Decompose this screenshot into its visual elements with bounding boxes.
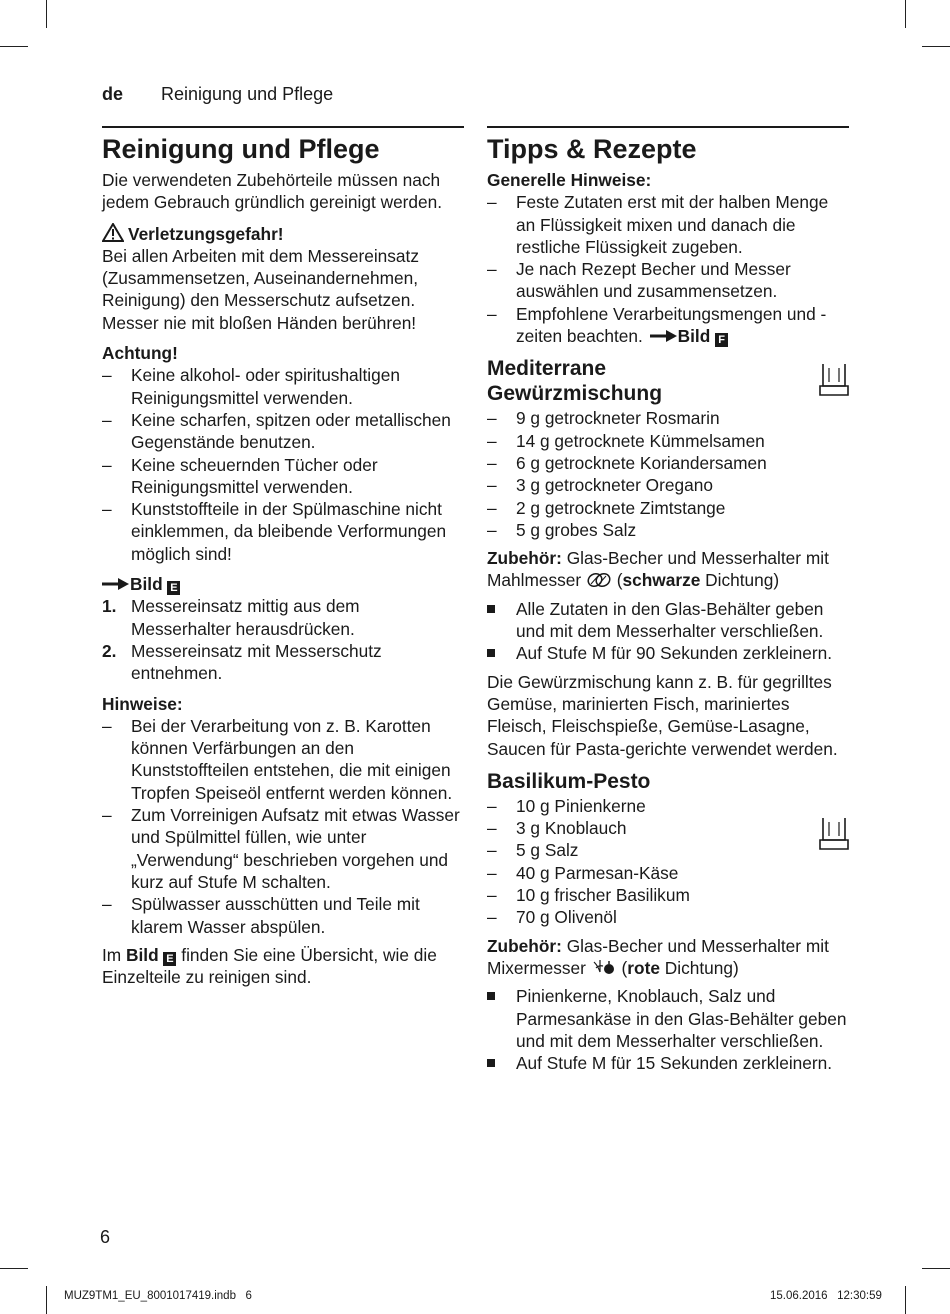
accessory-rest: Dichtung) xyxy=(664,957,739,978)
crop-mark xyxy=(922,1268,950,1269)
figure-reference xyxy=(102,573,464,595)
accessory-label: Zubehör: xyxy=(487,548,562,569)
list-item: – 14 g getrocknete Kümmelsamen xyxy=(487,430,849,452)
recipe-note: Die Gewürzmischung kann z. B. für gegrilltes Gemüse, marinierten Fisch, mariniertes Fleisch, Fleischspieße, Gemüse-Lasagne, Saucen für Pasta-gerichte verwendet werden. xyxy=(487,671,838,759)
list-item: – Je nach Rezept Becher und Messer auswählen und zusammensetzen. xyxy=(487,258,849,303)
column-rule xyxy=(102,126,464,128)
list-item xyxy=(487,303,849,348)
arrow-right-icon xyxy=(102,577,130,591)
attention-list xyxy=(102,364,464,565)
intro-text: Die verwendeten Zubehörteile müssen nach jedem Gebrauch gründlich gereinigt werden. xyxy=(102,170,443,213)
closing-pre: Im xyxy=(102,944,122,965)
list-item: – Bei der Verarbeitung von z. B. Karotten können Verfärbungen an den Kunststoffteilen entstehen, die mit einigen Tropfen Speiseöl entfernt werden können. xyxy=(102,715,464,804)
closing-text xyxy=(102,944,464,989)
arrow-right-icon xyxy=(650,329,678,343)
square-bullet xyxy=(487,1059,495,1067)
section-heading: Tipps & Rezepte xyxy=(487,134,697,164)
general-notes-title: Generelle Hinweise: xyxy=(487,170,652,190)
list-item: – 2 g getrocknete Zimtstange xyxy=(487,497,849,519)
column-rule xyxy=(487,126,849,128)
list-item: – 3 g getrockneter Oregano xyxy=(487,474,849,496)
section-heading: Reinigung und Pflege xyxy=(102,134,380,164)
list-item: – 5 g grobes Salz xyxy=(487,519,849,541)
figure-label: Bild xyxy=(677,326,711,347)
crop-mark xyxy=(905,1286,906,1314)
glass-jar-icon xyxy=(819,362,849,396)
warning-triangle-icon xyxy=(102,223,124,242)
instructions-list xyxy=(487,598,849,665)
figure-letter-badge: E xyxy=(163,952,176,966)
closing-figure-label: Bild xyxy=(126,944,159,965)
square-bullet xyxy=(487,992,495,1000)
step-text: Messereinsatz mit Messerschutz entnehmen. xyxy=(131,640,382,684)
list-item: – 6 g getrocknete Koriandersamen xyxy=(487,452,849,474)
notes-list xyxy=(102,715,464,938)
steps-list xyxy=(102,595,464,684)
recipe-title-line: Mediterrane xyxy=(487,357,607,381)
list-item: – Kunststoffteile in der Spülmaschine nicht einklemmen, da bleibende Verformungen möglich sind! xyxy=(102,498,464,565)
list-item: – Keine alkohol- oder spiritushaltigen Reinigungsmittel verwenden. xyxy=(102,364,464,409)
crop-mark xyxy=(46,0,47,28)
list-item xyxy=(102,640,464,685)
step-number: 2. xyxy=(102,640,117,661)
ingredients-list xyxy=(487,795,849,929)
closing-post: finden Sie eine Übersicht, wie die Einzelteile zu reinigen sind. xyxy=(102,944,437,988)
ingredients-list xyxy=(487,407,849,541)
instructions-list xyxy=(487,985,849,1074)
language-code: de xyxy=(102,84,124,104)
right-column xyxy=(487,126,849,1074)
recipe-title: Basilikum-Pesto xyxy=(487,769,651,793)
list-item-text: Pinienkerne, Knoblauch, Salz und Parmesankäse in den Glas-Behälter geben und mit dem Messerhalter verschließen. xyxy=(516,986,847,1051)
step-text: Messereinsatz mittig aus dem Messerhalter herausdrücken. xyxy=(131,596,360,639)
accessory-description: Glas-Becher und Messerhalter mit Mixermesser xyxy=(487,935,829,978)
list-item: – Keine scheuernden Tücher oder Reinigungsmittel verwenden. xyxy=(102,454,464,499)
list-item-text: Empfohlene Verarbeitungsmengen und -zeiten beachten. xyxy=(516,303,827,347)
list-item-text: Alle Zutaten in den Glas-Behälter geben und mit dem Messerhalter verschließen. xyxy=(516,598,824,642)
square-bullet xyxy=(487,605,495,613)
list-item: – Feste Zutaten erst mit der halben Menge an Flüssigkeit mixen und danach die restliche Flüssigkeit zugeben. xyxy=(487,191,849,258)
mixer-blade-icon xyxy=(591,958,617,976)
grinder-blade-icon xyxy=(586,572,612,588)
figure-letter-badge: E xyxy=(167,581,180,595)
list-item-text: Auf Stufe M für 90 Sekunden zerkleinern. xyxy=(516,643,833,664)
accessory-description: Glas-Becher und Messerhalter mit Mahlmesser xyxy=(487,548,829,591)
recipe-title-line: Gewürzmischung xyxy=(487,382,663,406)
list-item: – Keine scharfen, spitzen oder metallischen Gegenstände benutzen. xyxy=(102,409,464,454)
list-item xyxy=(487,598,849,643)
crop-mark xyxy=(0,46,28,47)
warning-title: Verletzungsgefahr! xyxy=(128,223,284,244)
crop-mark xyxy=(0,1268,28,1269)
list-item xyxy=(487,642,849,664)
notes-title: Hinweise: xyxy=(102,693,183,714)
figure-letter-badge: F xyxy=(715,333,728,347)
list-item: – 10 g Pinienkerne xyxy=(487,795,849,817)
list-item: – 70 g Olivenöl xyxy=(487,906,849,928)
accessory-label: Zubehör: xyxy=(487,935,562,956)
list-item xyxy=(487,985,849,1052)
accessory-text xyxy=(487,935,849,980)
list-item xyxy=(102,595,464,640)
warning-text: Bei allen Arbeiten mit dem Messereinsatz (Zusammensetzen, Auseinandernehmen, Reinigung) den Messerschutz aufsetzen. Messer nie mit bloßen Händen berühren! xyxy=(102,245,419,333)
crop-mark xyxy=(922,46,950,47)
crop-mark xyxy=(46,1286,47,1314)
left-column xyxy=(102,126,464,988)
list-item: – 5 g Salz xyxy=(487,839,849,861)
list-item: – Spülwasser ausschütten und Teile mit klarem Wasser abspülen. xyxy=(102,893,464,938)
warning-title-row xyxy=(102,223,464,245)
square-bullet xyxy=(487,649,495,657)
step-number: 1. xyxy=(102,596,117,617)
accessory-text xyxy=(487,547,849,592)
list-item: – 10 g frischer Basilikum xyxy=(487,884,849,906)
gasket-color: rote xyxy=(627,957,660,978)
recipe-title xyxy=(487,356,849,406)
page-number: 6 xyxy=(100,1227,111,1247)
accessory-rest: Dichtung) xyxy=(705,570,780,591)
general-notes-list xyxy=(487,191,849,347)
list-item: – 40 g Parmesan-Käse xyxy=(487,862,849,884)
glass-jar-icon xyxy=(819,816,849,850)
accessory-paren: ( xyxy=(616,570,623,591)
list-item: – Zum Vorreinigen Aufsatz mit etwas Wasser und Spülmittel füllen, wie unter „Verwendung“ beschrieben vorgehen und kurz auf Stufe M schalten. xyxy=(102,804,464,893)
list-item-text: Auf Stufe M für 15 Sekunden zerkleinern. xyxy=(516,1053,833,1074)
crop-mark xyxy=(905,0,906,28)
attention-title: Achtung! xyxy=(102,343,178,364)
print-file-info: MUZ9TM1_EU_8001017419.indb 6 xyxy=(64,1290,252,1302)
list-item: – 9 g getrockneter Rosmarin xyxy=(487,407,849,429)
running-header-title: Reinigung und Pflege xyxy=(161,84,334,104)
gasket-color: schwarze xyxy=(622,570,701,591)
list-item xyxy=(487,1052,849,1074)
print-date-time: 15.06.2016 12:30:59 xyxy=(770,1290,882,1302)
figure-label: Bild xyxy=(130,574,163,595)
list-item: – 3 g Knoblauch xyxy=(487,817,849,839)
accessory-paren: ( xyxy=(621,957,628,978)
